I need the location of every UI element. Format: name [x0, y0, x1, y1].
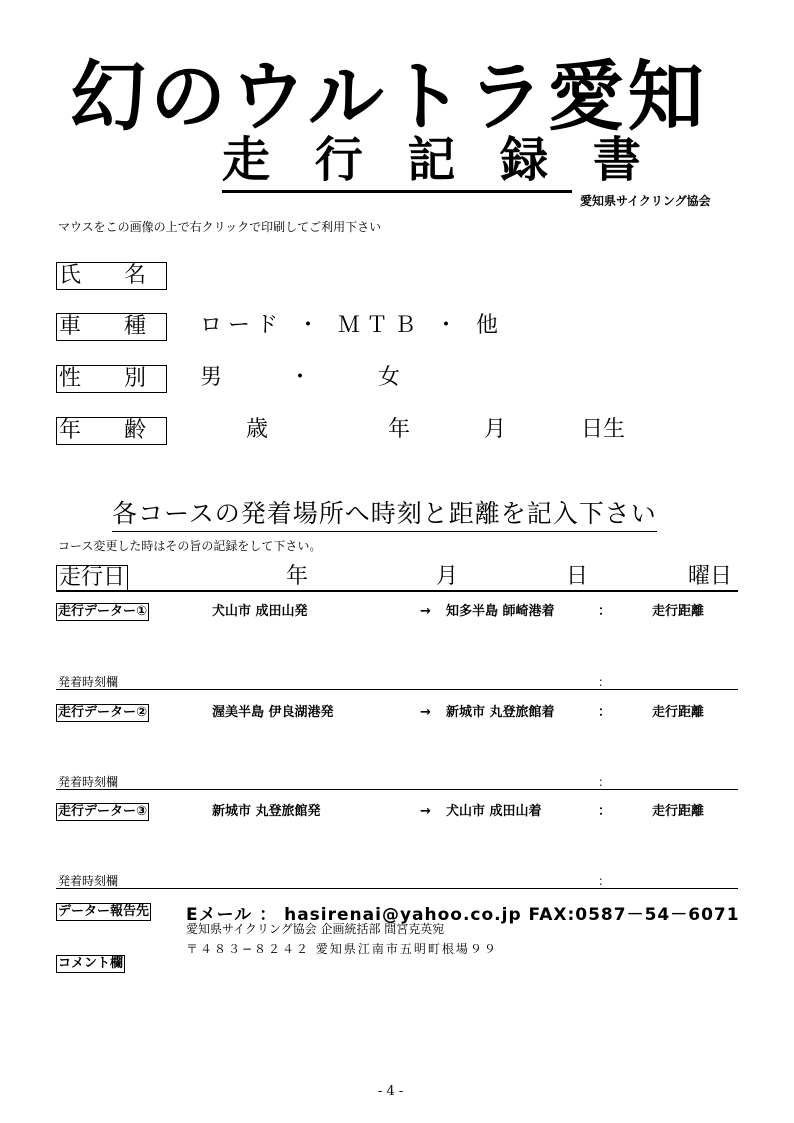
age-unit: 歳 — [246, 417, 269, 442]
data-row-2-start: 渥美半島 伊良湖港発 — [212, 705, 334, 720]
data-row-2-distance-label: 走行距離 — [652, 705, 705, 720]
run-day-unit: 日 — [566, 564, 589, 589]
data-row-1-time-colon: ： — [598, 675, 611, 689]
data-row-2-underline — [56, 789, 738, 790]
page-number: - 4 - — [378, 1084, 404, 1099]
data-row-3-colon: ： — [598, 804, 612, 819]
data-row-3-time-colon: ： — [598, 874, 611, 888]
run-day-underline — [56, 590, 738, 592]
data-row-1-label: 走行データー① — [58, 604, 148, 619]
data-row-2-end: 新城市 丸登旅館着 — [446, 705, 555, 720]
organization-name: 愛知県サイクリング協会 — [580, 194, 711, 208]
report-address: 〒４８３−８２４２ 愛知県江南市五明町根場９９ — [186, 942, 498, 956]
page-subtitle: 走 行 記 録 書 — [222, 132, 655, 188]
comment-label: コメント欄 — [58, 956, 124, 971]
vehicle-options: ロード ・ ＭＴＢ ・ 他 — [200, 313, 504, 338]
run-year-unit: 年 — [286, 564, 309, 589]
data-row-2-colon: ： — [598, 705, 612, 720]
data-row-1-end: 知多半島 師崎港着 — [446, 604, 555, 619]
print-instruction: マウスをこの画像の上で右クリックで印刷してご利用下さい — [58, 220, 382, 234]
data-row-2-label: 走行データー② — [58, 705, 148, 720]
data-row-3-start: 新城市 丸登旅館発 — [212, 804, 321, 819]
data-row-1-underline — [56, 689, 738, 690]
birth-day-unit: 日生 — [581, 417, 626, 442]
birth-month-unit: 月 — [484, 417, 507, 442]
age-label: 年 齢 — [56, 417, 167, 445]
course-note: コース変更した時はその旨の記録をして下さい。 — [58, 539, 322, 553]
report-label: データー報告先 — [58, 904, 150, 919]
run-month-unit: 月 — [436, 564, 459, 589]
data-row-3-time-label: 発着時刻欄 — [58, 874, 119, 888]
data-row-1-time-label: 発着時刻欄 — [58, 675, 119, 689]
run-day-label: 走行日 — [56, 565, 128, 591]
run-weekday-unit: 曜日 — [688, 564, 733, 589]
data-row-1-start: 犬山市 成田山発 — [212, 604, 308, 619]
report-organization: 愛知県サイクリング協会 企画統括部 間宮克英宛 — [186, 922, 445, 936]
data-row-3-distance-label: 走行距離 — [652, 804, 705, 819]
data-row-3-arrow: → — [420, 804, 431, 819]
course-heading: 各コースの発着場所へ時刻と距離を記入下さい — [112, 494, 657, 532]
data-row-3-label: 走行データー③ — [58, 804, 148, 819]
report-email-fax: Eメール ： hasirenai@yahoo.co.jp FAX:0587－54－6071 — [186, 905, 740, 925]
gender-label: 性 別 — [56, 365, 167, 393]
data-row-2-arrow: → — [420, 705, 431, 720]
vehicle-label: 車 種 — [56, 313, 167, 341]
data-row-1-distance-label: 走行距離 — [652, 604, 705, 619]
data-row-1-colon: ： — [598, 604, 612, 619]
birth-year-unit: 年 — [388, 417, 411, 442]
gender-options: 男 ・ 女 — [200, 365, 430, 390]
data-row-1-arrow: → — [420, 604, 431, 619]
data-row-2-time-colon: ： — [598, 775, 611, 789]
data-row-3-underline — [56, 888, 738, 889]
data-row-3-end: 犬山市 成田山着 — [446, 804, 542, 819]
data-row-2-time-label: 発着時刻欄 — [58, 775, 119, 789]
name-label: 氏 名 — [56, 262, 167, 290]
page-title: 幻のウルトラ愛知 — [70, 52, 708, 141]
subtitle-underline — [222, 190, 572, 193]
